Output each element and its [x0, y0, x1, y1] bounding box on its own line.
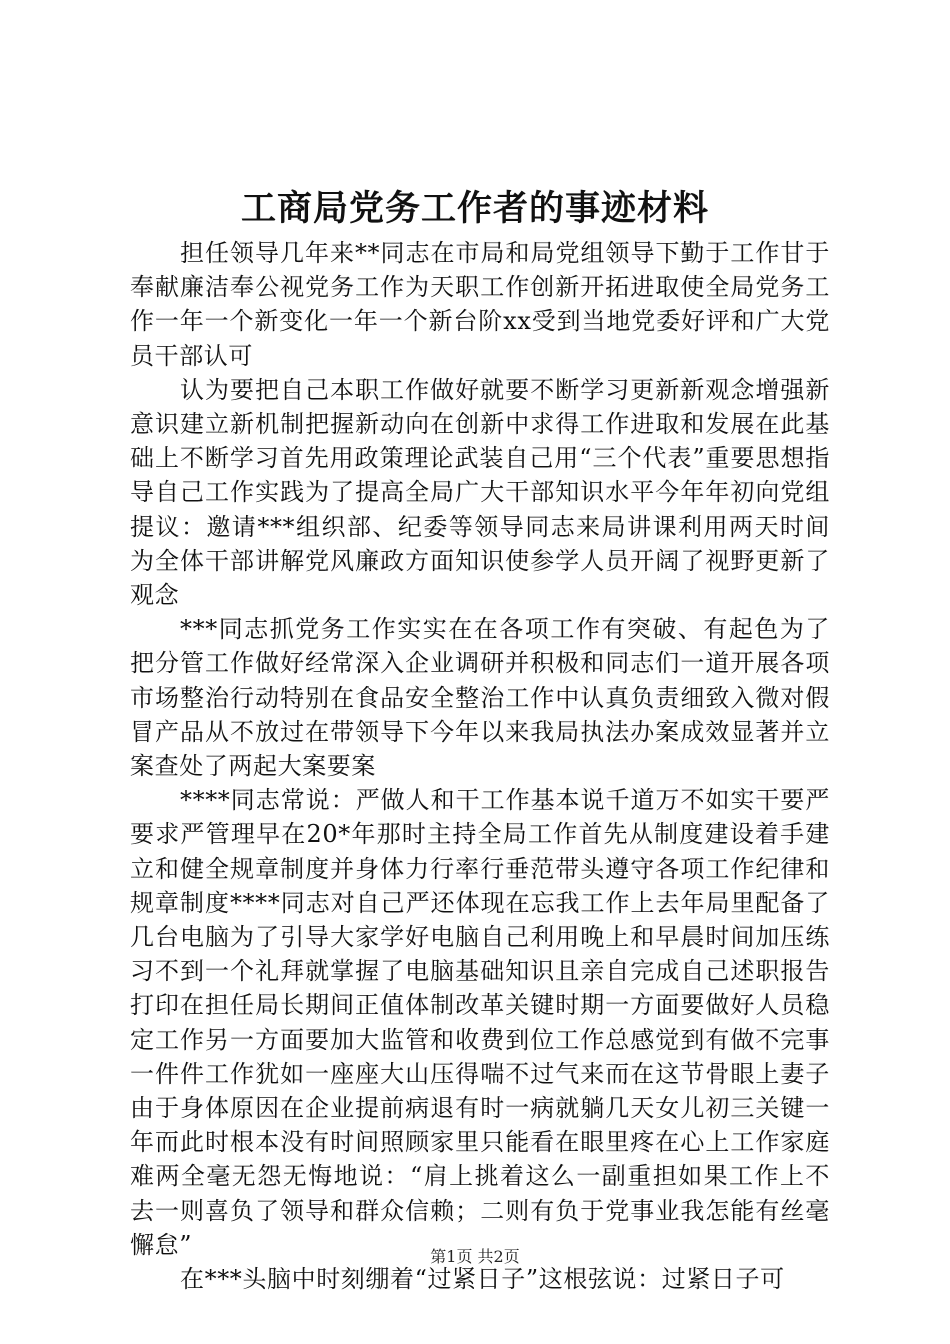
paragraph-2: 认为要把自己本职工作做好就要不断学习更新新观念增强新意识建立新机制把握新动向在创新中求得工作进取和发展在此基础上不断学习首先用政策理论武装自己用“三个代表”重要思想指导自己工作实践为了提高全局广大干部知识水平今年年初向党组提议：邀请***组织部、纪委等领导同志来局讲课利用两天时间为全体干部讲解党风廉政方面知识使参学人员开阔了视野更新了观念 — [130, 375, 830, 610]
paragraph-5: 在***头脑中时刻绷着“过紧日子”这根弦说：过紧日子可 — [180, 1265, 785, 1294]
paragraph-3: ***同志抓党务工作实实在在各项工作有突破、有起色为了把分管工作做好经常深入企业调研并积极和同志们一道开展各项市场整治行动特别在食品安全整治工作中认真负责细致入微对假冒产品从不放过在带领导下今年以来我局执法办案成效显著并立案查处了两起大案要案 — [130, 615, 830, 781]
paragraph-1: 担任领导几年来**同志在市局和局党组领导下勤于工作甘于奉献廉洁奉公视党务工作为天职工作创新开拓进取使全局党务工作一年一个新变化一年一个新台阶xx受到当地党委好评和广大党员干部认可 — [130, 239, 830, 370]
paragraph-4: ****同志常说：严做人和干工作基本说千道万不如实干要严要求严管理早在20*年那时主持全局工作首先从制度建设着手建立和健全规章制度并身体力行率行垂范带头遵守各项工作纪律和规章制度****同志对自己严还体现在忘我工作上去年局里配备了几台电脑为了引导大家学好电脑自己利用晚上和早晨时间加压练习不到一个礼拜就掌握了电脑基础知识且亲自完成自己述职报告打印在担任局长期间正值体制改革关键时期一方面要做好人员稳定工作另一方面要加大监管和收费到位工作总感觉到有做不完事一件件工作犹如一座座大山压得喘不过气来而在这节骨眼上妻子由于身体原因在企业提前病退有时一病就躺几天女儿初三关键一年而此时根本没有时间照顾家里只能看在眼里疼在心上工作家庭难两全毫无怨无悔地说：“肩上挑着这么一副重担如果工作上不去一则喜负了领导和群众信赖；二则有负于党事业我怎能有丝毫懈怠” — [130, 786, 830, 1259]
document-body — [130, 236, 830, 1296]
document-title: 工商局党务工作者的事迹材料 — [240, 188, 709, 229]
page-footer: 第1页 共2页 — [430, 1247, 520, 1266]
